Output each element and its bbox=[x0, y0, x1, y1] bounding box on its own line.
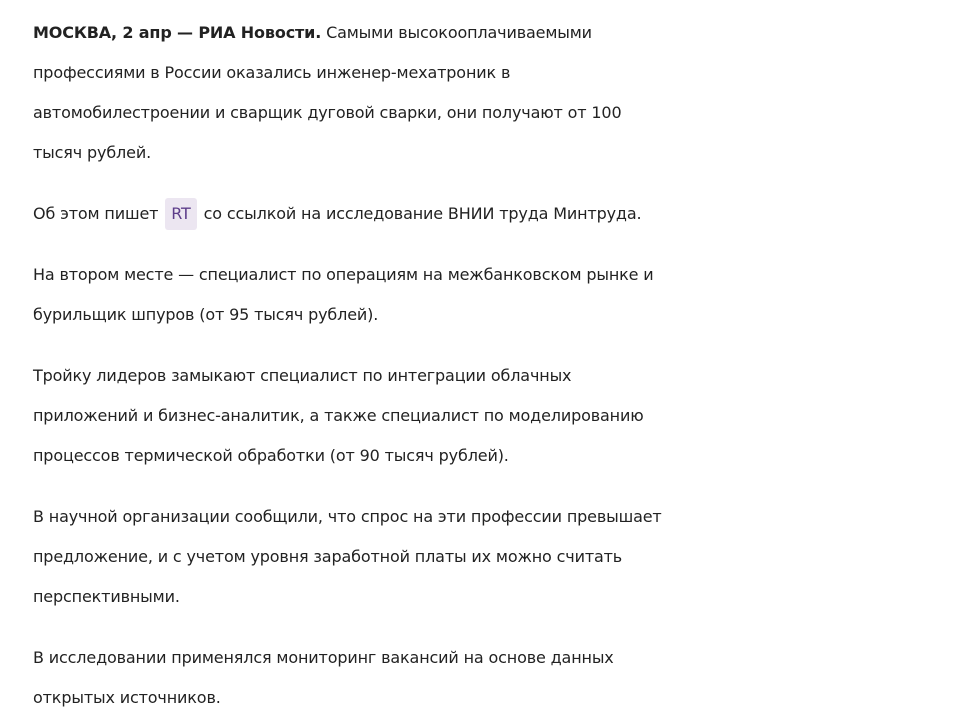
article-paragraph-method bbox=[33, 638, 964, 718]
article-paragraph-demand bbox=[33, 497, 964, 617]
article-paragraph-second-place bbox=[33, 255, 964, 335]
paragraph-line: предложение, и с учетом уровня заработной платы их можно считать bbox=[33, 547, 623, 566]
paragraph-line: тысяч рублей. bbox=[33, 143, 152, 162]
article-paragraph-top-three bbox=[33, 356, 964, 476]
dateline: МОСКВА, 2 апр — РИА Новости. bbox=[33, 23, 322, 42]
paragraph-line: перспективными. bbox=[33, 587, 180, 606]
paragraph-line: В научной организации сообщили, что спрос на эти профессии превышает bbox=[33, 507, 662, 526]
paragraph-line: На втором месте — специалист по операциям на межбанковском рынке и bbox=[33, 265, 654, 284]
paragraph-line: В исследовании применялся мониторинг вакансий на основе данных bbox=[33, 648, 614, 667]
paragraph-text: Об этом пишет bbox=[33, 204, 159, 223]
paragraph-line: профессиями в России оказались инженер-мехатроник в bbox=[33, 63, 511, 82]
paragraph-line: приложений и бизнес-аналитик, а также специалист по моделированию bbox=[33, 406, 644, 425]
paragraph-line bbox=[33, 13, 964, 53]
source-link-rt[interactable]: RT bbox=[165, 198, 196, 230]
article-paragraph-source bbox=[33, 194, 964, 234]
article-paragraph-lead bbox=[33, 13, 964, 173]
paragraph-line: процессов термической обработки (от 90 тысяч рублей). bbox=[33, 446, 509, 465]
paragraph-line bbox=[33, 194, 964, 234]
paragraph-line: бурильщик шпуров (от 95 тысяч рублей). bbox=[33, 305, 379, 324]
paragraph-text: Самыми высокооплачиваемыми bbox=[326, 23, 592, 42]
paragraph-text: со ссылкой на исследование ВНИИ труда Минтруда. bbox=[203, 204, 642, 223]
paragraph-line: открытых источников. bbox=[33, 688, 221, 707]
paragraph-line: Тройку лидеров замыкают специалист по интеграции облачных bbox=[33, 366, 572, 385]
paragraph-line: автомобилестроении и сварщик дуговой сварки, они получают от 100 bbox=[33, 103, 622, 122]
